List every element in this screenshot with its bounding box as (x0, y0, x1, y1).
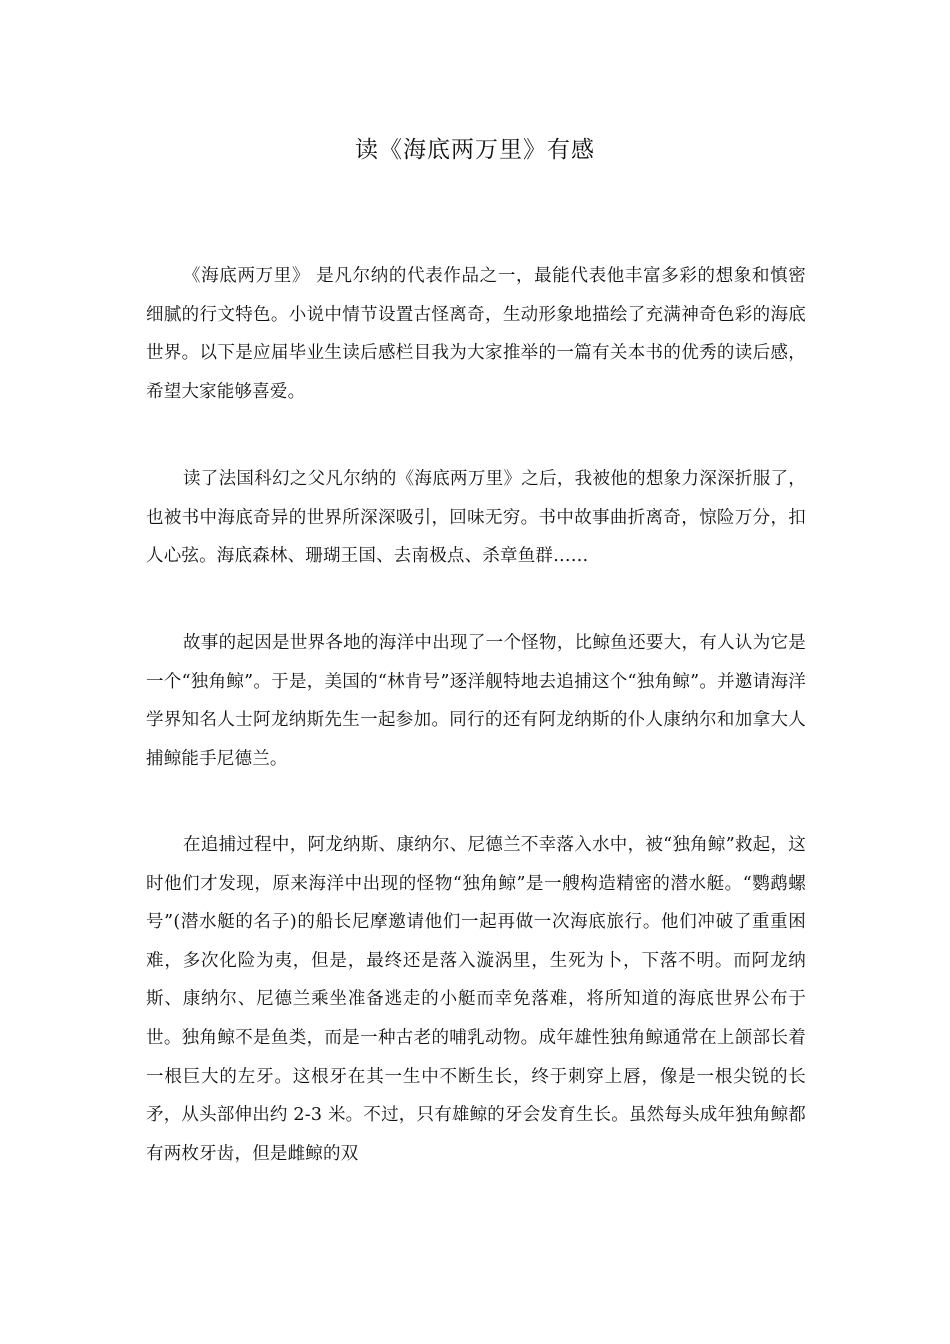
paragraph-story-development: 在追捕过程中，阿龙纳斯、康纳尔、尼德兰不幸落入水中，被“独角鲸”救起，这时他们才发现，原来海洋中出现的怪物“独角鲸”是一艘构造精密的潜水艇。“鹦鹉螺号”(潜水艇的名子)的船长尼摩邀请他们一起再做一次海底旅行。他们冲破了重重困难，多次化险为夷，但是，最终还是落入漩涡里，生死为卜，下落不明。而阿龙纳斯、康纳尔、尼德兰乘坐准备逃走的小艇而幸免落难，将所知道的海底世界公布于世。独角鲸不是鱼类，而是一种古老的哺乳动物。成年雄性独角鲸通常在上颌部长着一根巨大的左牙。这根牙在其一生中不断生长，终于刺穿上唇，像是一根尖锐的长矛，从头部伸出约 2-3 米。不过，只有雄鲸的牙会发育生长。虽然每头成年独角鲸都有两枚牙齿，但是雌鲸的双 (146, 835, 806, 1164)
paragraph-intro: 《海底两万里》 是凡尔纳的代表作品之一，最能代表他丰富多彩的想象和慎密细腻的行文特色。小说中情节设置古怪离奇，生动形象地描绘了充满神奇色彩的海底世界。以下是应届毕业生读后感栏目我为大家推举的一篇有关本书的优秀的读后感，希望大家能够喜爱。 (146, 266, 806, 402)
paragraph-story-origin: 故事的起因是世界各地的海洋中出现了一个怪物，比鲸鱼还要大，有人认为它是一个“独角鲸”。于是，美国的“林肯号”逐洋舰特地去追捕这个“独角鲸”。并邀请海洋学界知名人士阿龙纳斯先生一起参加。同行的还有阿龙纳斯的仆人康纳尔和加拿大人捕鲸能手尼德兰。 (146, 633, 806, 769)
paragraph-impression: 读了法国科幻之父凡尔纳的《海底两万里》之后，我被他的想象力深深折服了，也被书中海底奇异的世界所深深吸引，回味无穷。书中故事曲折离奇，惊险万分，扣人心弦。海底森林、珊瑚王国、去南极点、杀章鱼群…… (146, 469, 806, 567)
document-title: 读《海底两万里》有感 (355, 137, 595, 163)
